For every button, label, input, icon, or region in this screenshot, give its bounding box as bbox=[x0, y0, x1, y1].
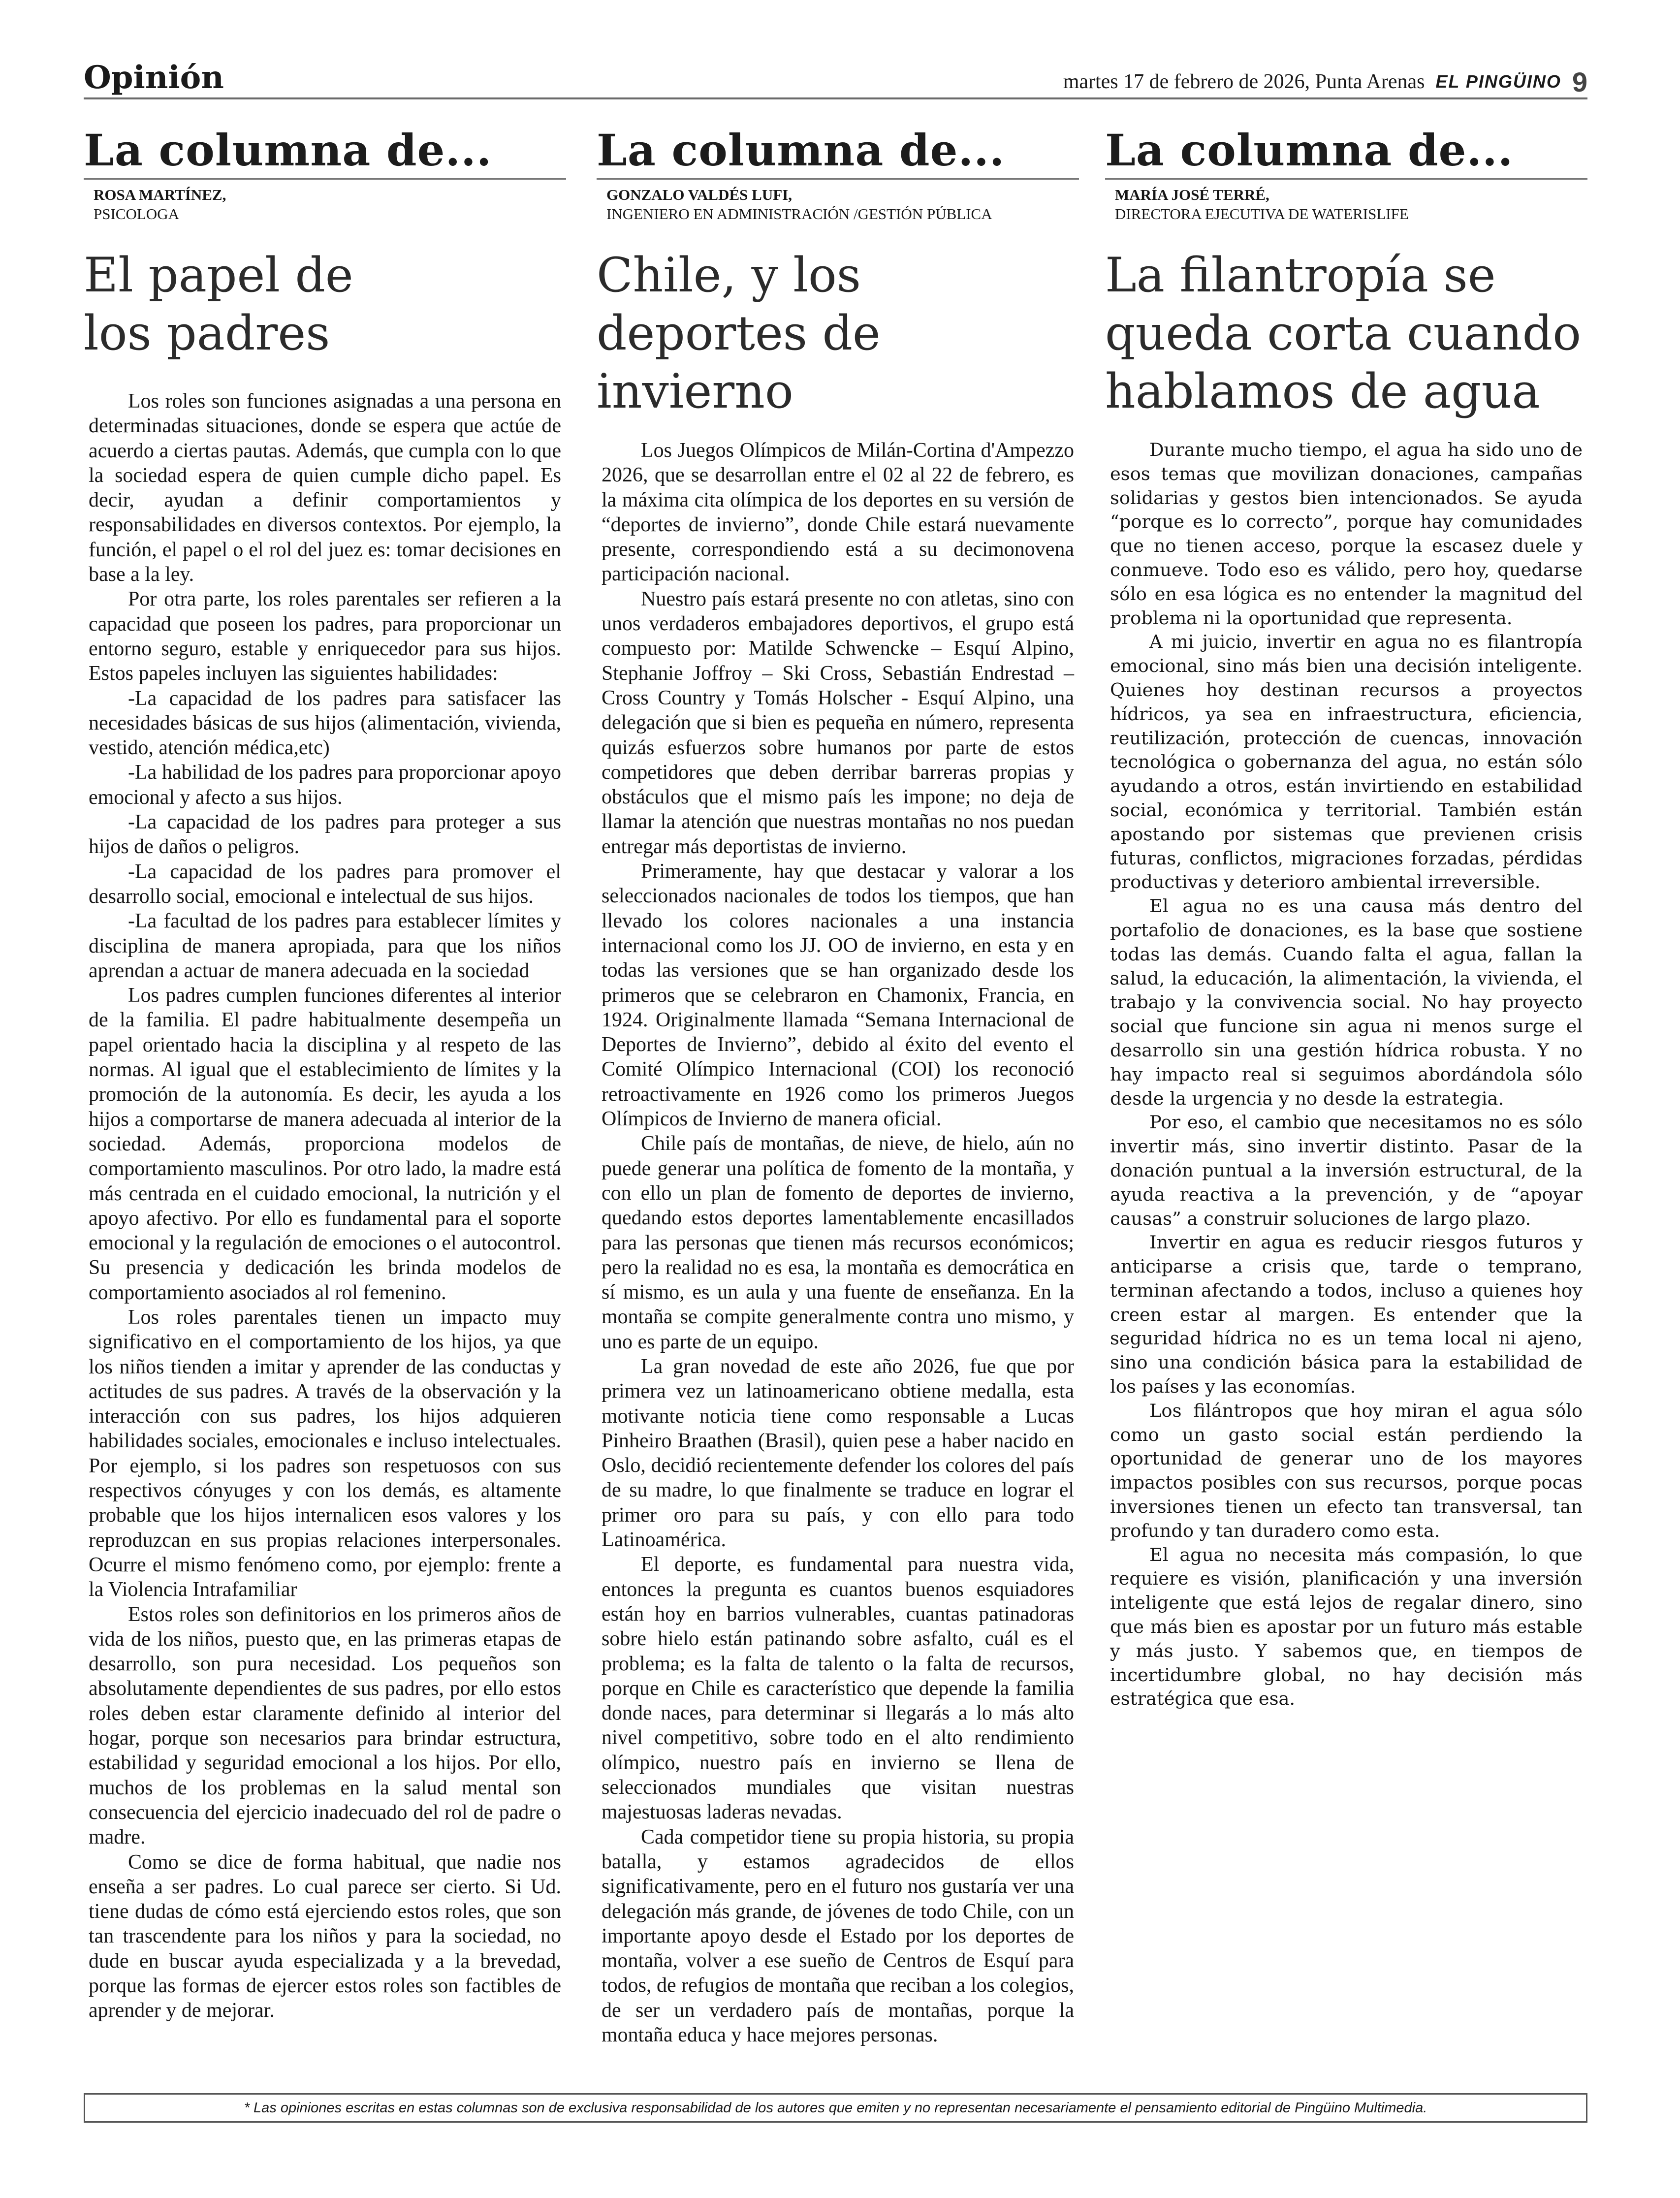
paragraph: Los filántropos que hoy miran el agua sólo como un gasto social están perdiendo la oportunidad de generar uno de los mayores impactos posibles con sus recursos, porque pocas inversiones tienen un efecto tan transversal, tan profundo y tan duradero como esta. bbox=[1110, 1400, 1583, 1541]
paragraph: El deporte, es fundamental para nuestra vida, entonces la pregunta es cuantos buenos esquiadores están hoy en barrios vulnerables, cuantas patinadoras sobre hielo están patinando sobre asfalto, cuál es el problema; es la falta de talento o la falta de recursos, porque en Chile es característico que depende la familia donde naces, para determinar si llegarás a lo más alto nivel competitivo, sobre todo en el alto rendimiento olímpico, nuestro país en invierno se llena de seleccionados mundiales que visitan nuestras majestuosas laderas nevadas. bbox=[602, 1553, 1074, 1824]
article-body bbox=[89, 389, 561, 2023]
paragraph: Como se dice de forma habitual, que nadie nos enseña a ser padres. Lo cual parece ser cierto. Si Ud. tiene dudas de cómo está ejerciendo estos roles, que son tan trascendente para los niños y para la sociedad, no dude en buscar ayuda especializada y a la brevedad, porque las formas de ejercer estos roles son factibles de aprender y de mejorar. bbox=[89, 1850, 561, 2022]
headline bbox=[597, 246, 881, 420]
column-2 bbox=[597, 123, 1079, 2046]
dateline: martes 17 de febrero de 2026, Punta Arenas bbox=[1063, 70, 1425, 93]
author-name: MARÍA JOSÉ TERRÉ, bbox=[1115, 186, 1269, 203]
paragraph: Por eso, el cambio que necesitamos no es sólo invertir más, sino invertir distinto. Pasar de la donación puntual a la inversión estructural, de la ayuda reactiva a la prevención, y de “apoyar causas” a construir soluciones de largo plazo. bbox=[1110, 1112, 1583, 1229]
author-name: ROSA MARTÍNEZ, bbox=[94, 186, 226, 203]
column-3 bbox=[1105, 123, 1587, 1710]
paragraph: Estos roles son definitorios en los primeros años de vida de los niños, puesto que, en las primeras etapas de desarrollo, son pura necesidad. Los pequeños son absolutamente dependientes de sus padres, por ello estos roles deben estar claramente definido al interior del hogar, porque son necesarios para brindar estructura, estabilidad y seguridad emocional a los hijos. Por ello, muchos de los problemas en la salud mental son consecuencia del ejercicio inadecuado del rol de padre o madre. bbox=[89, 1603, 561, 1849]
column-kicker: La columna de... bbox=[597, 123, 1079, 180]
headline bbox=[84, 246, 353, 362]
headline-line: Chile, y los bbox=[597, 248, 861, 303]
paragraph: Durante mucho tiempo, el agua ha sido uno de esos temas que movilizan donaciones, campañas solidarias y gestos bien intencionados. Se ayuda “porque es lo correcto”, porque hay comunidades que no tienen acceso, porque la escasez duele y conmueve. Todo eso es válido, pero hoy, quedarse sólo en esa lógica es no entender la magnitud del problema ni la oportunidad que representa. bbox=[1110, 439, 1583, 629]
paragraph: Los roles son funciones asignadas a una persona en determinadas situaciones, donde se espera que actúe de acuerdo a ciertas pautas. Además, que cumpla con lo que la sociedad espera de quien cumple dicho papel. Es decir, ayudan a definir comportamientos y responsabilidades en diversos contextos. Por ejemplo, la función, el papel o el rol del juez es: tomar decisiones en base a la ley. bbox=[89, 390, 561, 586]
paragraph: Los roles parentales tienen un impacto muy significativo en el comportamiento de los hijos, ya que los niños tienden a imitar y aprender de las conductas y actitudes de sus padres. A través de la observación y la interacción con sus padres, los hijos adquieren habilidades sociales, emocionales e incluso intelectuales. Por ejemplo, si los padres son respetuosos con sus respectivos cónyuges y con los demás, es altamente probable que los hijos internalicen esos valores y los reproduzcan en sus propias relaciones interpersonales. Ocurre el mismo fenómeno como, por ejemplo: frente a la Violencia Intrafamiliar bbox=[89, 1306, 561, 1601]
headline-line: La filantropía se bbox=[1105, 248, 1496, 303]
paragraph: A mi juicio, invertir en agua no es filantropía emocional, sino más bien una decisión inteligente. Quienes hoy destinan recursos a proyectos hídricos, ya sea en infraestructura, eficiencia, reutilización, protección de cuencas, innovación tecnológica o gobernanza del agua, no están sólo ayudando a otros, están invirtiendo en estabilidad social, económica y territorial. También están apostando por sistemas que previenen crisis futuras, conflictos, migraciones forzadas, pérdidas productivas y deterioro ambiental irreversible. bbox=[1110, 631, 1583, 893]
paragraph: -La habilidad de los padres para proporcionar apoyo emocional y afecto a sus hijos. bbox=[89, 761, 561, 809]
article-body bbox=[602, 438, 1074, 2047]
paragraph: Los padres cumplen funciones diferentes al interior de la familia. El padre habitualmente desempeña un papel orientado hacia la disciplina y al respeto de las normas. Al igual que el establecimiento de límites y la promoción de la autonomía. Es decir, les ayuda a los hijos a comportarse de manera adecuada al interior de la sociedad. Además, proporciona modelos de comportamiento masculinos. Por otro lado, la madre está más centrada en el cuidado emocional, la nutrición y el apoyo afectivo. Por ello es fundamental para el soporte emocional y la regulación de emociones o el autocontrol. Su presencia y dedicación les brinda modelos de comportamiento asociados al rol femenino. bbox=[89, 984, 561, 1304]
author-role: DIRECTORA EJECUTIVA DE WATERISLIFE bbox=[1115, 205, 1409, 223]
paragraph: -La capacidad de los padres para promover el desarrollo social, emocional e intelectual de sus hijos. bbox=[89, 860, 561, 908]
column-kicker: La columna de... bbox=[1105, 123, 1587, 180]
headline-line: deportes de bbox=[597, 306, 881, 361]
column-kicker: La columna de... bbox=[84, 123, 566, 180]
page-number: 9 bbox=[1572, 66, 1587, 97]
headline bbox=[1105, 246, 1581, 420]
paragraph: Chile país de montañas, de nieve, de hielo, aún no puede generar una política de fomento de la montaña, y con ello un plan de fomento de deportes de invierno, quedando estos deportes lamentablemente encasillados para las personas que tienen más recursos económicos; pero la realidad no es esa, la montaña es democrática en sí mismo, es un aula y una fuente de enseñanza. En la montaña se compite generalmente contra uno mismo, y uno es parte de un equipo. bbox=[602, 1132, 1074, 1353]
headline-line: El papel de bbox=[84, 248, 353, 303]
paragraph: -La capacidad de los padres para proteger a sus hijos de daños o peligros. bbox=[89, 811, 561, 859]
paragraph: El agua no es una causa más dentro del portafolio de donaciones, es la base que sostiene todas las demás. Cuando falta el agua, fallan la salud, la educación, la alimentación, la vivienda, el trabajo y la convivencia social. No hay proyecto social que funcione sin agua ni menos surge el desarrollo sin una gestión hídrica robusta. Y no hay impacto real si seguimos abordándola sólo desde la urgencia y no desde la estrategia. bbox=[1110, 895, 1583, 1109]
author-role: INGENIERO EN ADMINISTRACIÓN /GESTIÓN PÚBLICA bbox=[606, 205, 992, 223]
paragraph: Por otra parte, los roles parentales ser refieren a la capacidad que poseen los padres, para proporcionar un entorno seguro, estable y enriquecedor para sus hijos. Estos papeles incluyen las siguientes habilidades: bbox=[89, 588, 561, 685]
paragraph: Los Juegos Olímpicos de Milán-Cortina d'Ampezzo 2026, que se desarrollan entre el 02 al 22 de febrero, es la máxima cita olímpica de los deportes en su versión de “deportes de invierno”, donde Chile estará nuevamente presente, correspondiendo está a su decimonovena participación nacional. bbox=[602, 439, 1074, 586]
paragraph: Invertir en agua es reducir riesgos futuros y anticiparse a crisis que, tarde o temprano, terminan afectando a todos, incluso a quienes hoy creen estar al margen. Es entender que la seguridad hídrica no es un tema local ni ajeno, sino una condición básica para la estabilidad de los países y las economías. bbox=[1110, 1232, 1583, 1398]
disclaimer-text: * Las opiniones escritas en estas columnas son de exclusiva responsabilidad de los autores que emiten y no representan necesariamente el pensamiento editorial de Pingüino Multimedia. bbox=[244, 2100, 1427, 2116]
author-name: GONZALO VALDÉS LUFI, bbox=[606, 186, 792, 203]
headline-line: hablamos de agua bbox=[1105, 364, 1540, 419]
paragraph: La gran novedad de este año 2026, fue que por primera vez un latinoamericano obtiene medalla, esta motivante noticia tiene como responsable a Lucas Pinheiro Braathen (Brasil), quien pese a haber nacido en Oslo, decidió recientemente defender los colores del país de su madre, lo que finalmente se traduce en lograr el primer oro para su país, y con ello para todo Latinoamérica. bbox=[602, 1355, 1074, 1552]
paragraph: Primeramente, hay que destacar y valorar a los seleccionados nacionales de todos los tiempos, que han llevado los colores nacionales a una instancia internacional como los JJ. OO de invierno, en esta y en todas las versiones que se han organizado desde los primeros que se celebraron en Chamonix, Francia, en 1924. Originalmente llamada “Semana Internacional de Deportes de Invierno”, debido al éxito del evento el Comité Olímpico Internacional (COI) los reconoció retroactivamente en 1926 como los primeros Juegos Olímpicos de Invierno de manera oficial. bbox=[602, 860, 1074, 1131]
page-header bbox=[84, 58, 1587, 99]
paragraph: Cada competidor tiene su propia historia, su propia batalla, y estamos agradecidos de ellos significativamente, pero en el futuro nos gustaría ver una delegación más grande, de jóvenes de todo Chile, con un importante apoyo desde el Estado por los deportes de montaña, volver a ese sueño de Centros de Esquí para todos, de refugios de montaña que reciban a los colegios, de ser un verdadero país de montañas, porque la montaña educa y hace mejores personas. bbox=[602, 1825, 1074, 2046]
headline-line: invierno bbox=[597, 364, 793, 419]
paragraph: El agua no necesita más compasión, lo que requiere es visión, planificación y una inversión inteligente que está lejos de regalar dinero, sino que más bien es apostar por un futuro más estable y más justo. Y sabemos que, en tiempos de incertidumbre global, no hay decisión más estratégica que esa. bbox=[1110, 1544, 1583, 1710]
page-meta bbox=[1063, 67, 1587, 96]
newspaper-logo: EL PINGÜINO bbox=[1435, 71, 1561, 92]
column-1 bbox=[84, 123, 566, 2022]
section-title: Opinión bbox=[84, 59, 224, 96]
paragraph: -La facultad de los padres para establecer límites y disciplina de manera apropiada, para que los niños aprendan a actuar de manera adecuada en la sociedad bbox=[89, 910, 561, 982]
disclaimer-box bbox=[84, 2093, 1587, 2123]
headline-line: los padres bbox=[84, 306, 330, 361]
headline-line: queda corta cuando bbox=[1105, 306, 1581, 361]
paragraph: Nuestro país estará presente no con atletas, sino con unos verdaderos embajadores deportivos, el grupo está compuesto por: Matilde Schwencke – Esquí Alpino, Stephanie Joffroy – Ski Cross, Sebastián Endrestad – Cross Country y Tomás Holscher - Esquí Alpino, una delegación que si bien es pequeña en número, representa quizás esfuerzos sobre humanos por parte de estos competidores que deben derribar barreras propias y obstáculos que el mismo país les impone; no deja de llamar la atención que nuestras montañas no nos puedan entregar más deportistas de invierno. bbox=[602, 587, 1074, 858]
author-role: PSICOLOGA bbox=[94, 205, 179, 223]
paragraph: -La capacidad de los padres para satisfacer las necesidades básicas de sus hijos (alimentación, vivienda, vestido, atención médica,etc) bbox=[89, 687, 561, 760]
article-body bbox=[1110, 438, 1583, 1711]
